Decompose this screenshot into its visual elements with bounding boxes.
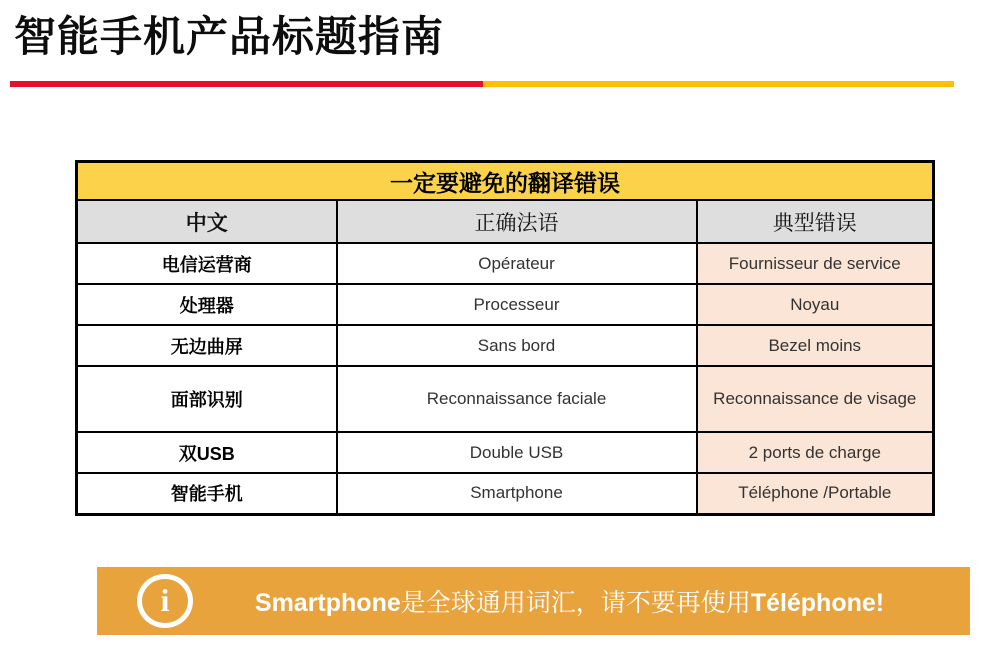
banner-text-bold-start: Smartphone [254,589,401,617]
column-header-typical-error: 典型错误 [697,200,934,243]
cell-chinese: 无边曲屏 [77,325,337,366]
underline-red-segment [10,81,483,87]
underline-gold-segment [483,81,954,87]
table-row [77,325,934,366]
column-header-chinese: 中文 [77,200,337,243]
banner-text-middle: 是全球通用词汇，请不要再使用 [400,590,751,617]
table-row [77,366,934,432]
cell-chinese: 面部识别 [77,366,337,432]
cell-error: 2 ports de charge [697,432,934,473]
cell-french: Reconnaissance faciale [337,366,697,432]
table-row [77,284,934,325]
table-row [77,243,934,284]
table-title-row [77,162,934,201]
cell-chinese: 双USB [77,432,337,473]
cell-error: Fournisseur de service [697,243,934,284]
info-icon [137,574,193,628]
title-underline [10,81,954,87]
cell-chinese: 智能手机 [77,473,337,514]
table-row [77,432,934,473]
table-title: 一定要避免的翻译错误 [77,162,934,201]
banner-text-bold-end: Téléphone! [750,589,885,617]
cell-french: Opérateur [337,243,697,284]
table-header-row [77,200,934,243]
cell-french: Double USB [337,432,697,473]
column-header-correct-french: 正确法语 [337,200,697,243]
cell-error: Reconnaissance de visage [697,366,934,432]
cell-chinese: 电信运营商 [77,243,337,284]
info-icon-glyph: i [160,582,170,618]
table-row [77,473,934,514]
cell-french: Smartphone [337,473,697,514]
cell-error: Téléphone /Portable [697,473,934,514]
cell-error: Bezel moins [697,325,934,366]
translation-errors-table [75,160,935,516]
cell-french: Sans bord [337,325,697,366]
cell-error: Noyau [697,284,934,325]
info-banner [97,567,970,635]
cell-french: Processeur [337,284,697,325]
cell-chinese: 处理器 [77,284,337,325]
banner-message [193,583,970,619]
page-title: 智能手机产品标题指南 [14,13,445,60]
